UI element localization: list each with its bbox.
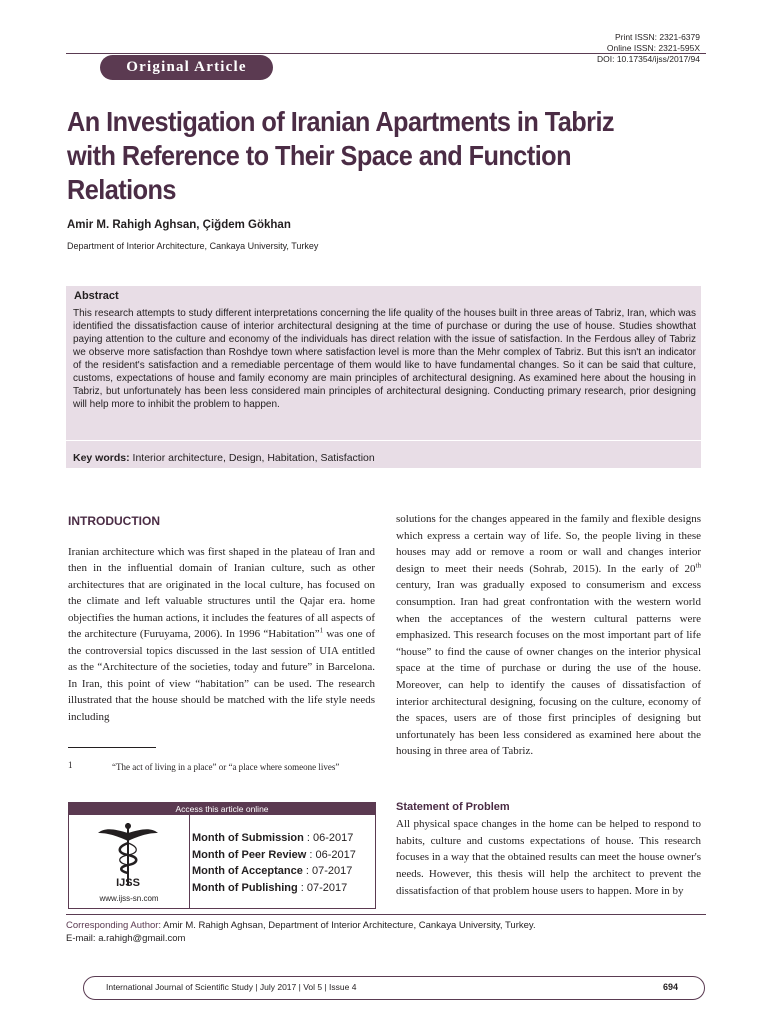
- intro-text-part1: Iranian architecture which was first shaped in the plateau of Iran and then in the influential domain of Iranian culture, such as other architectures that are originated in the local culture, has focused on the climate and left valuable structures until the Qajar era. home objectifies the human actions, it includes the features of all aspects of the architecture (Furuyama, 2006). In 1996 “Habitation”: [68, 546, 375, 641]
- publishing-row: [192, 880, 356, 897]
- peer-review-value: : 06-2017: [309, 848, 356, 861]
- correspondence-block: [66, 920, 706, 945]
- journal-citation: International Journal of Scientific Study | July 2017 | Vol 5 | Issue 4: [106, 982, 357, 992]
- footnote-rule: [68, 747, 156, 748]
- footnote-text: “The act of living in a place” or “a place where someone lives”: [112, 762, 340, 772]
- ordinal-suffix: th: [695, 561, 701, 570]
- article-type-badge: Original Article: [100, 55, 273, 80]
- keywords-list: Interior architecture, Design, Habitation, Satisfaction: [132, 452, 375, 464]
- journal-url[interactable]: www.ijss-sn.com: [99, 894, 159, 903]
- issn-block: [440, 32, 700, 65]
- logo-label: IJSS: [116, 877, 140, 889]
- right-text-part2: century, Iran was gradually exposed to consumerism and excess consumption. Iran had great confrontation with the western world when the acceptances of the western cultural patterns were emphasized. This research focuses on the most important part of life “house” to find the cause of owner changes on the interior physical space at the time of purchase or during the use of the house. Moreover, can help to identify the causes of dissatisfaction of interior architectural designing, focusing on the culture, economy of the spaces, users are of those first principles of designing but unfortunately has been less considered as examined here about the housing in three area of Tabriz.: [396, 579, 701, 758]
- submission-value: : 06-2017: [306, 832, 354, 844]
- print-issn: Print ISSN: 2321-6379: [614, 32, 700, 42]
- introduction-heading: INTRODUCTION: [68, 514, 160, 528]
- statement-of-problem-text: All physical space changes in the home can be helped to respond to habits, culture and customs expectations of house. This research focuses in a way that the obtained results can meet the house owner's needs. However, this thesis will help the architect to prevent the dissatisfaction of that problem house users to happen. More in by: [396, 818, 701, 897]
- statement-of-problem-heading: Statement of Problem: [396, 801, 510, 813]
- ijss-logo-icon: [93, 819, 163, 889]
- corresponding-author-text: Amir M. Rahigh Aghsan, Department of Interior Architecture, Cankaya University, Turkey.: [161, 920, 536, 931]
- abstract-heading: Abstract: [74, 290, 119, 302]
- access-divider: [189, 815, 190, 908]
- doi[interactable]: DOI: 10.17354/ijss/2017/94: [596, 54, 700, 64]
- abstract-text: This research attempts to study different interpretations concerning the life quality of the houses built in three areas of Tabriz, Iran, which was identified the dissatisfaction cause of interior architectural designing at the time of purchase or during the use of house. Studies showthat paying attention to the culture and economy of the individuals has direct relation with the issue of satisfaction. In the Ferdous alley of Tabriz we observe more satisfaction than Roshdye town where satisfaction level is more than the Mehr complex of Tabriz. But this isn't an indicator of the resident's satisfaction and a remediable percentage of them would like to have fundamental changes. So it can be said that culture, customs, expectations of house and family economy are main principles of architectural designing. As examined here about the housing in Tabriz, but unfortunately has been less considered main principles of architectural designing. Conducting primary research, prior designing will help more to inhibit the problem to happen.: [73, 308, 696, 411]
- publishing-value: : 07-2017: [300, 881, 348, 894]
- article-title: An Investigation of Iranian Apartments in Tabriz with Reference to Their Space and Function Relations: [67, 106, 615, 205]
- email-label: E-mail:: [66, 932, 96, 944]
- acceptance-row: [192, 863, 356, 880]
- abstract-divider: [66, 440, 701, 441]
- online-issn: Online ISSN: 2321-595X: [606, 43, 700, 53]
- acceptance-label: Month of Acceptance: [192, 865, 303, 877]
- access-heading: Access this article online: [69, 803, 375, 815]
- corresponding-author-label: Corresponding Author:: [66, 920, 162, 931]
- authors: Amir M. Rahigh Aghsan, Çiğdem Gökhan: [67, 219, 291, 231]
- intro-text-part2: was one of the controversial topics discussed in the last session of UIA entitled as the “Architecture of the societies, today and future” in Barcelona. In Iran, this point of view “habitation” can be used. The research illustrated that the house should be matched with the life style needs including: [68, 628, 375, 723]
- keywords: [73, 452, 375, 464]
- page-number: 694: [662, 982, 678, 992]
- abstract-box: [66, 286, 701, 468]
- email-address[interactable]: a.rahigh@gmail.com: [95, 932, 186, 944]
- right-column-paragraph: [396, 511, 701, 760]
- publication-dates: [192, 830, 356, 896]
- footer-bar: [83, 976, 705, 1000]
- publishing-label: Month of Publishing: [192, 881, 298, 894]
- keywords-label: Key words:: [73, 452, 130, 464]
- corresponding-author: [66, 920, 706, 933]
- peer-review-row: [192, 847, 356, 864]
- footnote-number: 1: [68, 760, 73, 770]
- access-article-box: [68, 802, 376, 909]
- right-text-part1: solutions for the changes appeared in the family and flexible designs which express a certain way of life. So, the people living in these houses may add or remove a room or wall and changes interior design to meet their needs (Sohrab, 2015). In the early of 20: [396, 513, 701, 575]
- peer-review-label: Month of Peer Review: [192, 848, 307, 861]
- email-line: [66, 933, 706, 946]
- correspondence-rule: [66, 914, 706, 915]
- affiliation: Department of Interior Architecture, Cankaya University, Turkey: [67, 241, 319, 251]
- acceptance-value: : 07-2017: [305, 865, 353, 877]
- submission-row: [192, 830, 356, 847]
- footnote-marker[interactable]: 1: [319, 626, 324, 635]
- introduction-paragraph: [68, 544, 375, 725]
- submission-label: Month of Submission: [192, 832, 304, 844]
